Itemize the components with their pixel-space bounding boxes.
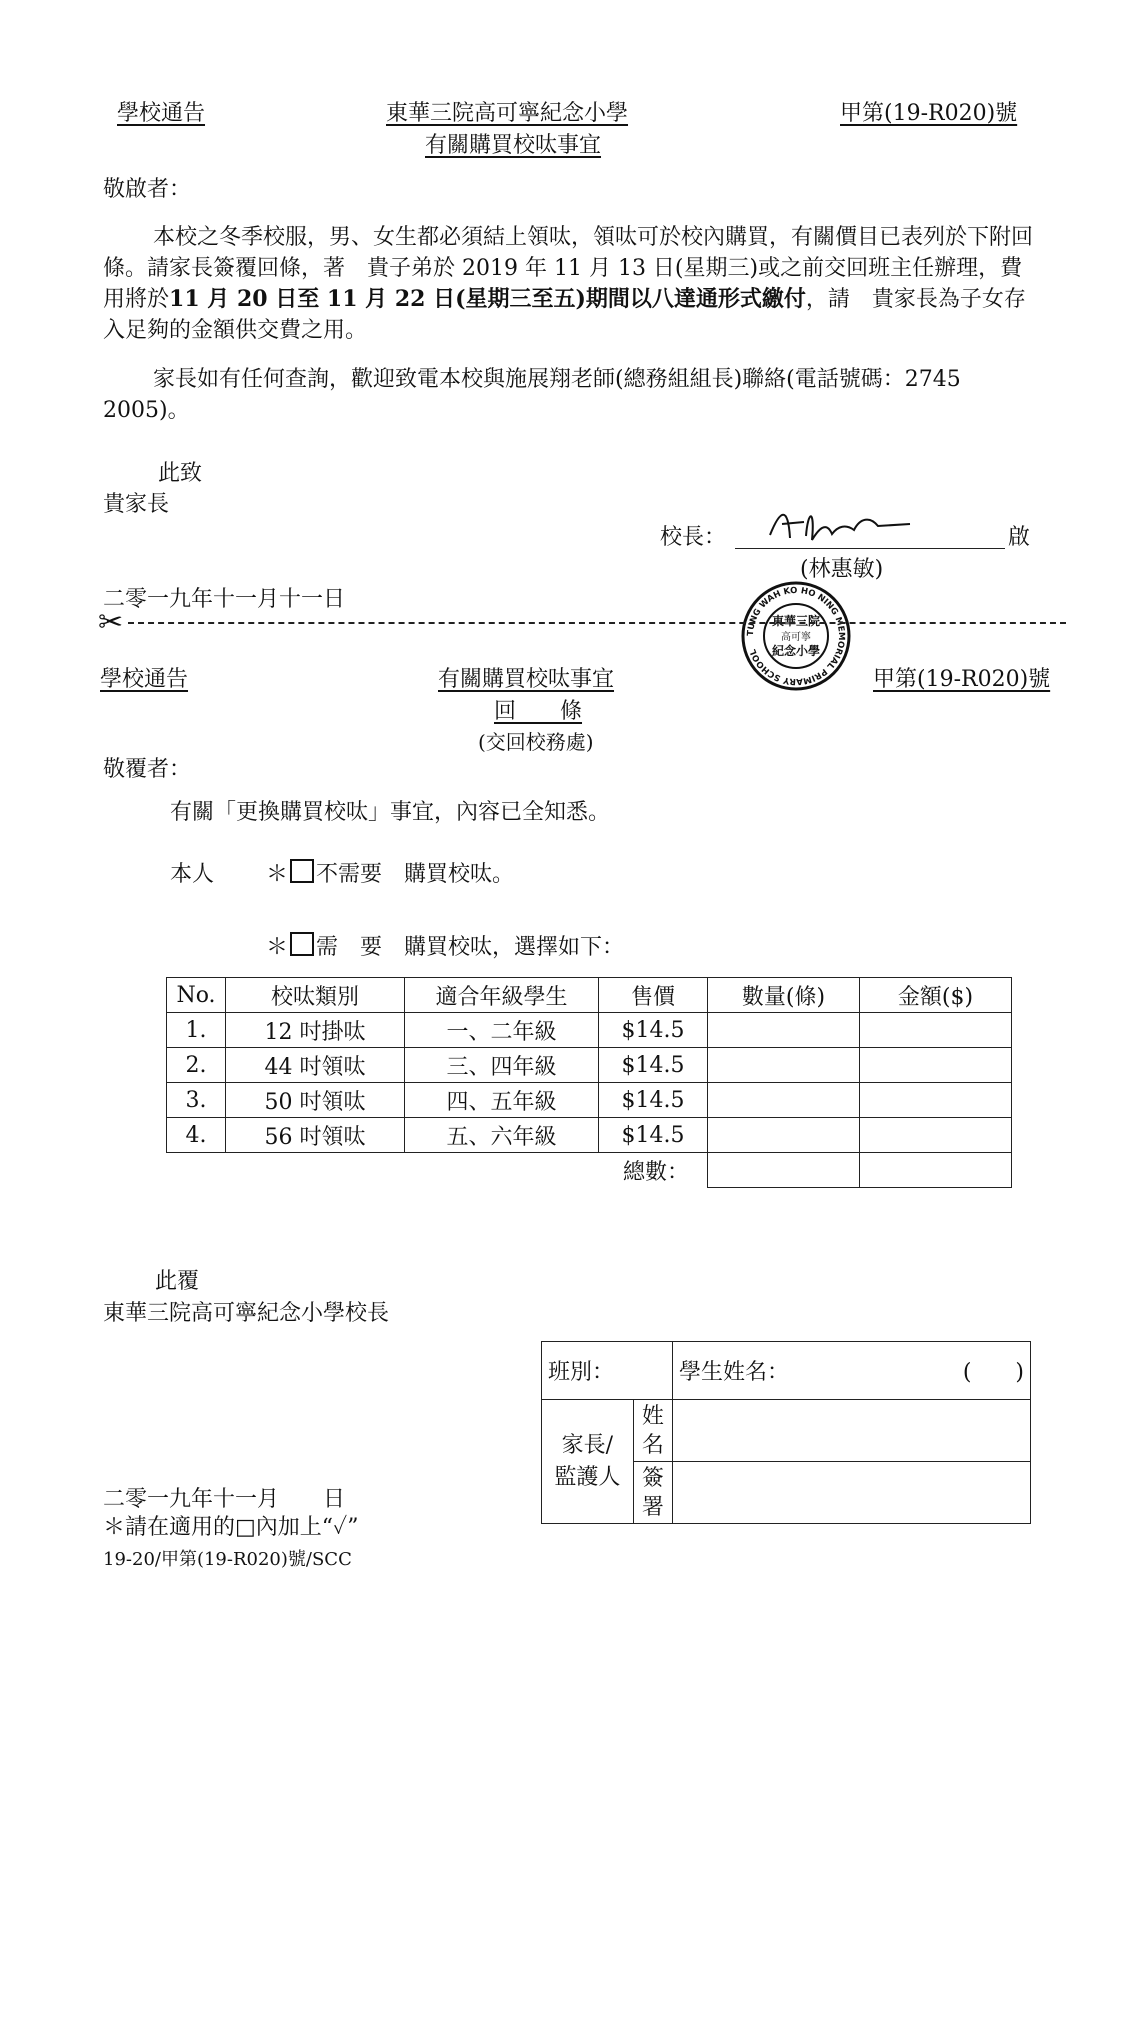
unit-price: $14.5	[599, 1118, 708, 1153]
column-header: No.	[167, 978, 226, 1013]
seal-text-mid: 高可寧	[781, 632, 811, 643]
name-label-char-1: 姓	[641, 1403, 664, 1429]
column-header: 售價	[599, 978, 708, 1013]
salutation: 敬啟者：	[103, 177, 192, 202]
closing-line-1: 此致	[158, 461, 203, 486]
row-number: 1.	[167, 1013, 226, 1048]
reply-subtitle: (交回校務處)	[478, 730, 594, 754]
quantity-field[interactable]	[708, 1048, 860, 1083]
closing-line-2: 貴家長	[103, 492, 170, 517]
class-label: 班別：	[548, 1360, 615, 1385]
grade-level: 五、六年級	[405, 1118, 599, 1153]
signature-label-char-2: 署	[641, 1494, 664, 1520]
tie-type: 44 吋領呔	[226, 1048, 405, 1083]
guardian-signature-field[interactable]	[673, 1462, 1031, 1524]
notice-label: 學校通告	[117, 101, 206, 126]
grade-level: 四、五年級	[405, 1083, 599, 1118]
name-label-char-2: 名	[641, 1432, 664, 1458]
tie-type: 50 吋領呔	[226, 1083, 405, 1118]
tie-type: 56 吋領呔	[226, 1118, 405, 1153]
checkbox-purchase[interactable]	[290, 932, 314, 956]
guardian-label	[542, 1400, 634, 1524]
reply-closing-1: 此覆	[155, 1269, 200, 1294]
total-label: 總數：	[622, 1159, 689, 1185]
option-no-purchase-label: 不需要 購買校呔。	[316, 862, 515, 887]
reply-salutation: 敬覆者：	[103, 757, 192, 782]
reply-notice-label: 學校通告	[100, 667, 189, 692]
reply-title: 回 條	[494, 699, 583, 724]
school-seal	[740, 580, 852, 692]
seal-text-bottom: 紀念小學	[771, 644, 821, 658]
table-header-row	[167, 978, 1012, 1013]
amount-field[interactable]	[860, 1118, 1012, 1153]
table-row	[167, 1048, 1012, 1083]
principal-suffix: 啟	[1008, 525, 1031, 550]
asterisk-mark: ＊	[266, 862, 289, 887]
option-no-purchase[interactable]	[266, 857, 514, 888]
quantity-field[interactable]	[708, 1118, 860, 1153]
unit-price: $14.5	[599, 1013, 708, 1048]
reply-date: 二零一九年十一月 日	[103, 1487, 346, 1512]
reply-reference: 甲第(19-R020)號	[873, 667, 1051, 692]
row-number: 4.	[167, 1118, 226, 1153]
guardian-name-field[interactable]	[673, 1400, 1031, 1462]
column-header: 適合年級學生	[405, 978, 599, 1013]
amount-field[interactable]	[860, 1013, 1012, 1048]
paragraph-2: 家長如有任何查詢，歡迎致電本校與施展翔老師(總務組組長)聯絡(電話號碼：2745 2005)。	[103, 367, 961, 423]
column-header: 數量(條)	[708, 978, 860, 1013]
total-amount-field[interactable]	[860, 1153, 1012, 1188]
letter-date: 二零一九年十一月十一日	[103, 587, 346, 612]
principal-signature	[760, 500, 920, 550]
grade-level: 三、四年級	[405, 1048, 599, 1083]
tie-type: 12 吋掛呔	[226, 1013, 405, 1048]
class-field[interactable]	[542, 1342, 673, 1400]
notice-subject: 有關購買校呔事宜	[425, 133, 602, 158]
reply-subject: 有關購買校呔事宜	[438, 667, 615, 692]
table-row	[167, 1083, 1012, 1118]
paragraph-1-bold: 11 月 20 日至 11 月 22 日(星期三至五)期間以八達通形式繳付	[169, 286, 806, 312]
notice-reference: 甲第(19-R020)號	[840, 101, 1018, 126]
principal-label: 校長：	[660, 525, 727, 550]
unit-price: $14.5	[599, 1083, 708, 1118]
amount-field[interactable]	[860, 1083, 1012, 1118]
footnote: ＊請在適用的□內加上“✓”	[103, 1515, 359, 1540]
quantity-field[interactable]	[708, 1013, 860, 1048]
cut-line	[128, 622, 1066, 624]
unit-price: $14.5	[599, 1048, 708, 1083]
paragraph-1-text-a: 本校之冬季校服，男、女生都必須結上領呔，領呔可於校內購買，有關價目已表列於下附回條。請家長簽覆回條，著 貴子弟於 2019 年 11 月 13 日(星期三)或之前交回班主任辦理，費用將於	[103, 225, 1034, 312]
scissors-icon: ✂	[98, 605, 124, 640]
amount-field[interactable]	[860, 1048, 1012, 1083]
grade-level: 一、二年級	[405, 1013, 599, 1048]
guardian-label-line-1: 家長/	[561, 1432, 614, 1458]
name-label	[633, 1400, 672, 1462]
asterisk-mark: ＊	[266, 935, 289, 960]
checkbox-no-purchase[interactable]	[290, 859, 314, 883]
student-name-field[interactable]	[673, 1342, 1031, 1400]
row-number: 3.	[167, 1083, 226, 1118]
student-number-paren: ( )	[962, 1360, 1024, 1385]
row-number: 2.	[167, 1048, 226, 1083]
paragraph-1-text-c: ，請 貴家長為子女存入足夠的金額供交費之用。	[103, 287, 1026, 343]
total-row	[167, 1153, 1012, 1188]
seal-text-top: 東華三院	[771, 614, 821, 628]
option-purchase[interactable]	[266, 930, 624, 961]
document-code: 19-20/甲第(19-R020)號/SCC	[103, 1549, 352, 1570]
signature-label	[633, 1462, 672, 1524]
signature-line	[735, 548, 1005, 549]
reply-acknowledgement: 有關「更換購買校呔」事宜，內容已全知悉。	[170, 800, 611, 825]
reply-self-label: 本人	[170, 862, 215, 887]
column-header: 校呔類別	[226, 978, 405, 1013]
column-header: 金額($)	[860, 978, 1012, 1013]
reply-closing-2: 東華三院高可寧紀念小學校長	[103, 1301, 390, 1326]
school-name: 東華三院高可寧紀念小學	[386, 101, 629, 126]
table-row	[167, 1118, 1012, 1153]
option-purchase-label: 需 要 購買校呔，選擇如下：	[316, 935, 625, 960]
tie-order-table	[166, 977, 1012, 1188]
guardian-label-line-2: 監護人	[554, 1464, 621, 1490]
quantity-field[interactable]	[708, 1083, 860, 1118]
seal-ring-text: TUNG WAH KO HO NING MEMORIAL PRIMARY SCHOOL	[745, 585, 847, 687]
signature-label-char-1: 簽	[641, 1465, 664, 1491]
parent-signature-table	[541, 1341, 1031, 1524]
student-name-label: 學生姓名：	[679, 1360, 790, 1385]
total-quantity-field[interactable]	[708, 1153, 860, 1188]
principal-name: (林惠敏)	[800, 557, 884, 582]
table-row	[167, 1013, 1012, 1048]
paragraph-1	[103, 222, 1033, 346]
